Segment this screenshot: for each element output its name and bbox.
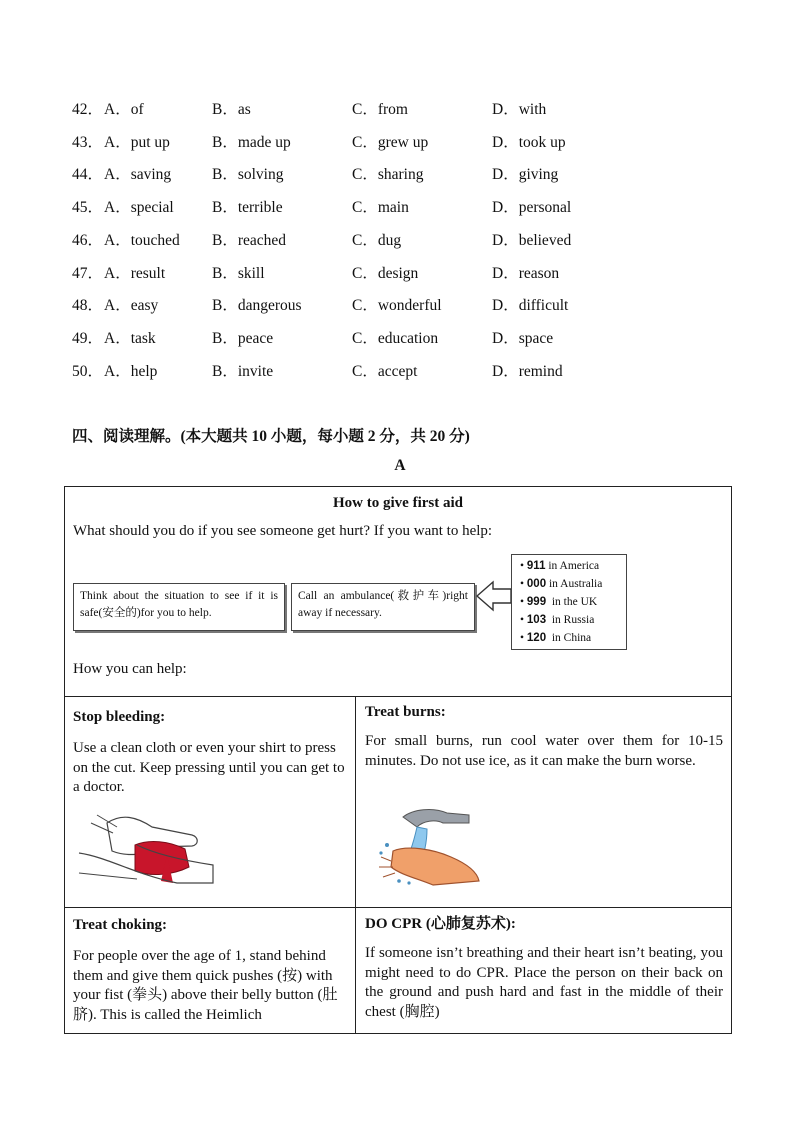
option-d: D．difficult (492, 297, 569, 314)
water-faucet-hand-illustration (373, 805, 483, 887)
option-d: D．reason (492, 265, 560, 282)
option-c: C．from (352, 101, 408, 118)
do-cpr-heading: DO CPR (心肺复苏术): (365, 916, 516, 932)
divider (355, 697, 356, 1033)
emergency-number-item: • 000 in Australia (520, 578, 603, 590)
option-a: A．saving (104, 166, 172, 183)
option-b: B．reached (212, 232, 287, 249)
question-number: 47． (72, 265, 104, 282)
divider (65, 907, 731, 908)
emergency-number: 911 (526, 560, 546, 572)
option-d: D．personal (492, 199, 572, 216)
do-cpr-text: If someone isn’t breathing and their heart isn’t beating, you might need to do CPR. Place the person on their back on the ground and push hard and fast in the middle of their chest (胸腔) (365, 945, 723, 1020)
emergency-number: 000 (526, 578, 547, 590)
question-row (0, 130, 800, 154)
treat-burns-heading: Treat burns: (365, 704, 446, 720)
option-b: B．skill (212, 265, 265, 282)
option-c: C．sharing (352, 166, 424, 183)
option-a: A．special (104, 199, 174, 216)
emergency-number: 120 (526, 632, 547, 644)
stop-bleeding-heading: Stop bleeding: (73, 709, 166, 725)
option-a: A．easy (104, 297, 159, 314)
how-you-can-help-label: How you can help: (73, 661, 187, 677)
do-cpr-cell (357, 912, 731, 1022)
treat-burns-cell (357, 704, 731, 771)
first-aid-poster (64, 486, 732, 1034)
option-b: B．dangerous (212, 297, 302, 314)
option-a: A．help (104, 363, 158, 380)
option-a: A．result (104, 265, 166, 282)
treat-choking-heading: Treat choking: (73, 917, 168, 933)
question-number: 42． (72, 101, 104, 118)
option-b: B．invite (212, 363, 274, 380)
option-d: D．with (492, 101, 547, 118)
emergency-place: in Russia (551, 614, 595, 626)
option-d: D．believed (492, 232, 572, 249)
emergency-place: in America (548, 560, 600, 572)
question-number: 50． (72, 363, 104, 380)
emergency-number: 103 (526, 614, 547, 626)
emergency-place: in Australia (548, 578, 603, 590)
option-d: D．remind (492, 363, 563, 380)
question-number: 43． (72, 134, 104, 151)
emergency-number-item: • 120 in China (520, 632, 592, 644)
option-b: B．as (212, 101, 251, 118)
emergency-place: in the UK (551, 596, 598, 608)
option-c: C．dug (352, 232, 402, 249)
option-c: C．education (352, 330, 439, 347)
option-b: B．terrible (212, 199, 283, 216)
option-a: A．put up (104, 134, 170, 151)
question-number: 49． (72, 330, 104, 347)
option-a: A．of (104, 101, 144, 118)
emergency-number-item: • 103 in Russia (520, 614, 595, 626)
option-d: D．took up (492, 134, 566, 151)
step-check-safety: Think about the situation to see if it is safe(安全的)for you to help. (73, 583, 285, 631)
treat-choking-text: For people over the age of 1, stand behind them and give them quick pushes (按) with your fist (拳头) above their belly button (肚脐). This is called the Heimlich (73, 948, 338, 1023)
stop-bleeding-cell (65, 709, 355, 798)
option-c: C．grew up (352, 134, 429, 151)
option-b: B．solving (212, 166, 284, 183)
treat-burns-text: For small burns, run cool water over them for 10-15 minutes. Do not use ice, as it can make the burn worse. (365, 733, 723, 769)
question-row (0, 97, 800, 121)
option-d: D．space (492, 330, 554, 347)
passage-letter: A (394, 457, 406, 474)
poster-title: How to give first aid (333, 495, 463, 511)
question-row (0, 195, 800, 219)
poster-intro: What should you do if you see someone get hurt? If you want to help: (73, 523, 493, 539)
treat-choking-cell (65, 917, 355, 1025)
option-b: B．made up (212, 134, 291, 151)
question-number: 44． (72, 166, 104, 183)
step-call-ambulance: Call an ambulance(救护车)right away if necessary. (291, 583, 475, 631)
emergency-number-item: • 999 in the UK (520, 596, 598, 608)
question-row (0, 293, 800, 317)
question-row (0, 162, 800, 186)
question-row (0, 261, 800, 285)
stop-bleeding-text: Use a clean cloth or even your shirt to press on the cut. Keep pressing until you can get to a doctor. (73, 740, 345, 795)
bandage-hand-illustration (77, 805, 217, 885)
emergency-number-item: • 911 in America (520, 560, 600, 572)
option-c: C．main (352, 199, 409, 216)
question-number: 45． (72, 199, 104, 216)
emergency-number: 999 (526, 596, 547, 608)
option-c: C．wonderful (352, 297, 442, 314)
divider (65, 696, 731, 697)
arrow-left-icon (475, 578, 513, 614)
emergency-place: in China (551, 632, 592, 644)
option-b: B．peace (212, 330, 274, 347)
section-title: 四、阅读理解。(本大题共 10 小题，每小题 2 分，共 20 分) (72, 428, 470, 445)
option-c: C．design (352, 265, 419, 282)
option-c: C．accept (352, 363, 418, 380)
option-a: A．touched (104, 232, 180, 249)
option-d: D．giving (492, 166, 559, 183)
question-row (0, 228, 800, 252)
question-number: 46． (72, 232, 104, 249)
option-a: A．task (104, 330, 156, 347)
question-number: 48． (72, 297, 104, 314)
question-row (0, 326, 800, 350)
question-row (0, 359, 800, 383)
emergency-number-list (511, 554, 627, 650)
